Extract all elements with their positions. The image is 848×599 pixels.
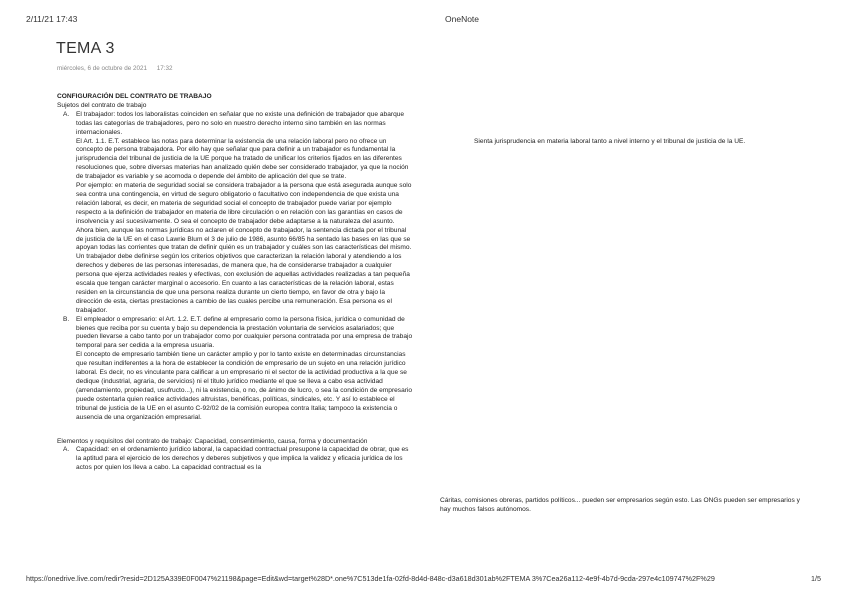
list-item-text: El trabajador: todos los laboralistas coinciden en señalar que no existe una definición de trabajador que abarque todas las categorías de trabajadores, pero no solo en nuestro derecho interno sino también en las normas internacionales.	[76, 110, 405, 136]
list-item	[57, 111, 413, 138]
list-sujetos-b	[57, 316, 413, 352]
list-item-text: Capacidad: en el ordenamiento jurídico laboral, la capacidad contractual presupone la capacidad de obrar, que es la aptitud para el ejercicio de los derechos y deberes subjetivos y que implica la validez y eficacia jurídica de los actos por quien los lleva a cabo. La capacidad contractual es la	[76, 446, 409, 472]
app-name: OneNote	[445, 14, 480, 24]
list-sujetos	[57, 111, 413, 138]
note-body	[57, 93, 413, 473]
page-time: 17:32	[156, 65, 173, 72]
page-meta	[57, 65, 172, 72]
page-number: 1/5	[811, 574, 821, 583]
paragraph: El Art. 1.1. E.T. establece las notas para determinar la existencia de una relación laboral pero no ofrece un concepto de persona trabajadora. Por ello hay que señalar que para definir a un trabajador es fundamental la jurisprudencia del tribunal de justicia de la UE porque ha tratado de unificar los criterios fijados en las diferentes resoluciones que, sobre diversas materias han analizado quién debe ser considerado trabajador, ya que la noción de trabajador es variable y se acomoda o depende del ámbito de aplicación del que se trate.	[76, 137, 409, 181]
list-marker: B.	[63, 315, 70, 323]
list-marker: A.	[63, 110, 70, 118]
list-item-text: El empleador o empresario: el Art. 1.2. E.T. define al empresario como la persona física, jurídica o comunidad de bienes que reciba por su cuenta y bajo su dependencia la prestación voluntaria de servicios asalariados; que pueden llevarse a cabo tanto por un trabajador como por cualquier persona contratada por una empresa de trabajo temporal para ser cedida a la empresa usuaria.	[76, 315, 413, 350]
list-item	[57, 316, 413, 352]
page-date: miércoles, 6 de octubre de 2021	[57, 65, 147, 72]
paragraph: Un trabajador debe definirse según los criterios objetivos que caracterizan la relación laboral y atendiendo a los derechos y deberes de las personas interesadas, de manera que, ha de considerarse trabajador a cualquier persona que ejerza actividades reales y efectivas, con exclusión de aquellas actividades realizadas a tan pequeña escala que tengan carácter marginal o accesorio. En cuanto a las características de la relación laboral, estas residen en la circunstancia de que una persona realiza durante un cierto tiempo, en favor de otra y bajo la dirección de esta, ciertas prestaciones a cambio de las cuales percibe una remuneración. Esa persona es el trabajador.	[76, 253, 410, 314]
side-note-empresarios: Cáritas, comisiones obreras, partidos políticos... pueden ser empresarios según esto. Las ONGs pueden ser empresarios y hay muchos falsos autónomos.	[440, 497, 800, 513]
paragraph: Ahora bien, aunque las normas jurídicas no aclaren el concepto de trabajador, la sentencia dictada por el tribunal de justicia de la UE en el caso Lawrie Blum el 3 de julio de 1986, asunto 66/85 ha sentado las bases en las que se apoyan todas las corrientes que tratan de definir quién es un trabajador y cuáles son las características del mismo.	[76, 226, 412, 252]
section2-heading: Elementos y requisitos del contrato de trabajo: Capacidad, consentimiento, causa, forma y documentación	[57, 437, 368, 445]
page-title: TEMA 3	[56, 40, 115, 57]
print-datetime: 2/11/21 17:43	[26, 14, 78, 24]
side-note-jurisprudencia: Sienta jurisprudencia en materia laboral tanto a nivel interno y el tribunal de justicia de la UE.	[474, 138, 746, 145]
section-subheading: Sujetos del contrato de trabajo	[57, 101, 147, 109]
list-item	[57, 446, 413, 473]
section-heading: CONFIGURACIÓN DEL CONTRATO DE TRABAJO	[57, 93, 212, 100]
list-marker: A.	[63, 446, 70, 454]
list-elementos	[57, 446, 413, 473]
footer-url[interactable]: https://onedrive.live.com/redir?resid=2D125A339E0F0047%21198&page=Edit&wd=target%28D*.one%7C513de1fa-02fd-8d4d-848c-d3a618d301ab%2FTEMA 3%7Cea26a112-4e9f-4b7d-9cda-297e4c109747%2F%29	[26, 574, 715, 583]
paragraph: El concepto de empresario también tiene un carácter amplio y por lo tanto existe en determinadas circunstancias que resultan indiferentes a la hora de establecer la condición de empresario de un sujeto en una relación jurídico laboral. Es decir, no es vinculante para calificar a un empresario ni el sector de la actividad productiva a la que se dedique (industrial, agraria, de servicios) ni el título jurídico mediante el que se lleva a cabo esa actividad (arrendamiento, propiedad, usufructo...), ni la existencia, o no, de ánimo de lucro, o sea la condición de empresario puede ostentarla quien realice actividades altruistas, benéficas, políticas, sindicales, etc. Y así lo establece el tribunal de justicia de la UE en el asunto C-92/02 de la comisión europea contra Italia; tampoco la existencia o ausencia de una organización empresarial.	[76, 351, 413, 421]
paragraph: Por ejemplo: en materia de seguridad social se considera trabajador a la persona que está asegurada aunque solo sea contra una contingencia, en virtud de seguro obligatorio o facultativo con independencia de que exista una relación laboral, es decir, en materia de seguridad social el concepto de trabajador puede variar por ejemplo respecto a la definición de trabajador en materia de libre circulación o en relación con las garantías en casos de insolvencia y así sucesivamente. O sea el concepto de trabajador debe adaptarse a la naturaleza del asunto.	[76, 182, 412, 225]
